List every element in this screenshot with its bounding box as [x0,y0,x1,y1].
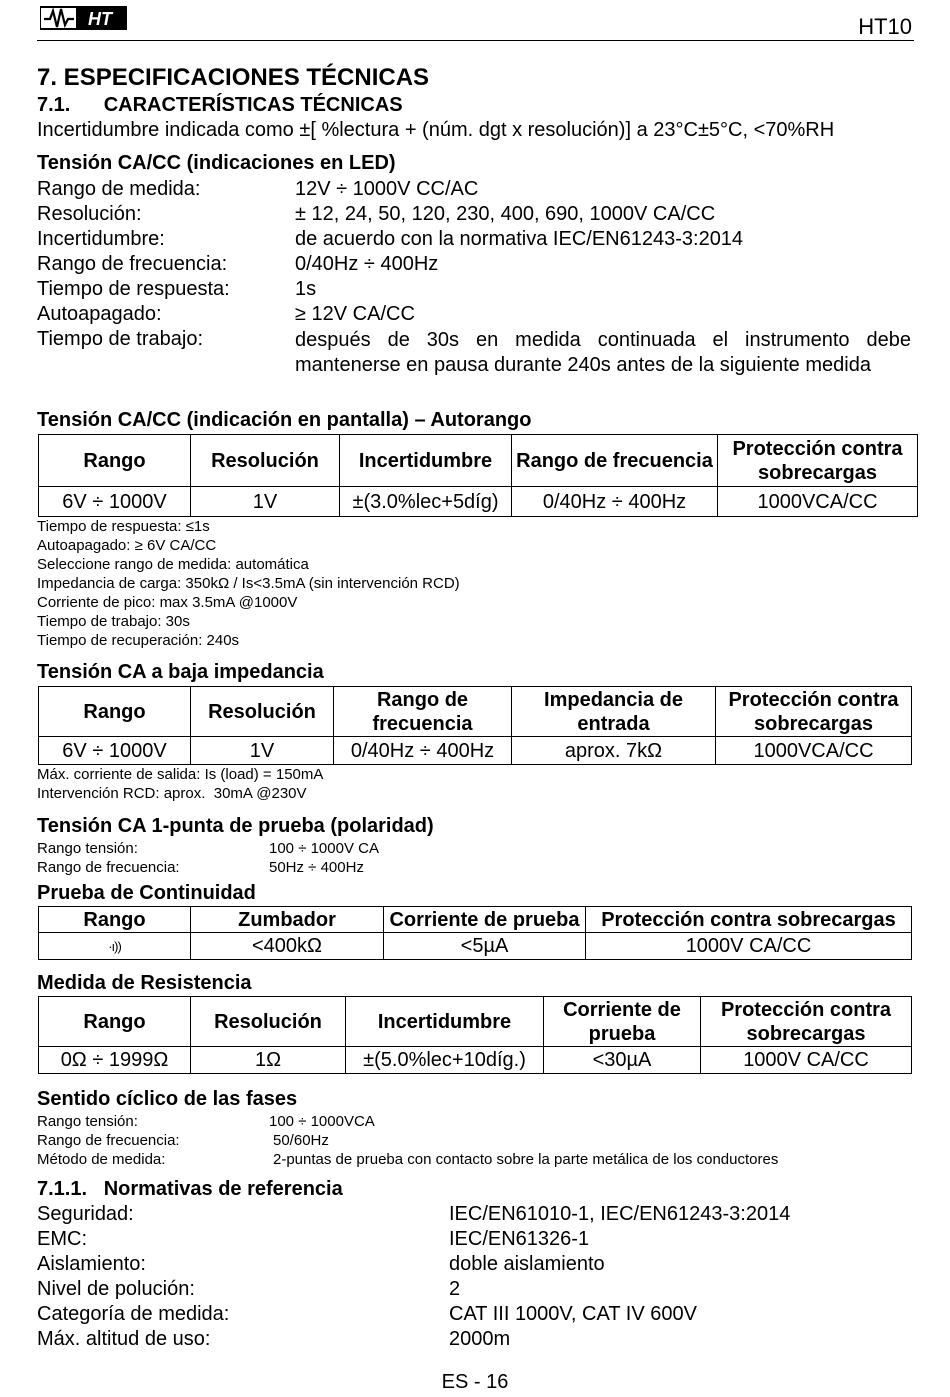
led-label: Rango de medida: [37,178,201,200]
col-header: Corriente de prueba [544,997,701,1047]
col-header: Zumbador [191,907,384,933]
brand-logo [40,5,128,31]
col-header: Rango [39,687,191,737]
col-header: Protección contra sobrecargas [701,997,912,1047]
standard-value: 2 [449,1278,461,1300]
phase-label: Rango tensión: [37,1113,138,1130]
table-cell: ±(3.0%lec+5díg) [340,487,512,517]
led-label: Tiempo de trabajo: [37,328,204,350]
col-header: Incertidumbre [340,435,512,487]
col-header: Protección contra sobrecargas [586,907,912,933]
single-probe-label: Rango tensión: [37,840,138,857]
standard-value: IEC/EN61326-1 [449,1228,590,1250]
col-header: Protección contra sobrecargas [716,687,912,737]
standard-value: doble aislamiento [449,1253,605,1275]
display-note: Seleccione rango de medida: automática [37,556,309,573]
model-name: HT10 [858,14,912,39]
low-impedance-note: Intervención RCD: aprox. 30mA @230V [37,785,307,802]
led-value: 1s [295,278,317,300]
low-impedance-title: Tensión CA a baja impedancia [37,661,324,683]
standard-value: IEC/EN61010-1, IEC/EN61243-3:2014 [449,1203,791,1225]
led-label: Autoapagado: [37,303,162,325]
col-header: Rango [39,435,191,487]
standard-label: Categoría de medida: [37,1303,230,1325]
page-number: ES - 16 [441,1371,509,1393]
table-cell: 1000VCA/CC [718,487,918,517]
table-row [39,933,912,960]
display-voltage-table [38,434,918,517]
resistance-table [38,996,912,1074]
table-row [39,1047,912,1074]
continuity-title: Prueba de Continuidad [37,882,256,904]
brand-text: HT [88,9,112,29]
col-header: Resolución [191,687,334,737]
display-note: Impedancia de carga: 350kΩ / Is<3.5mA (sin intervención RCD) [37,575,460,592]
col-header: Rango de frecuencia [334,687,512,737]
table-row [39,737,912,765]
section-subtitle: 7.1. CARACTERÍSTICAS TÉCNICAS [37,94,403,116]
continuity-table [38,906,912,960]
table-cell: 1Ω [191,1047,346,1074]
table-cell: 1000V CA/CC [586,933,912,960]
led-value: 0/40Hz ÷ 400Hz [295,253,439,275]
table-cell: 0/40Hz ÷ 400Hz [512,487,718,517]
col-header: Impedancia de entrada [512,687,716,737]
standard-label: Aislamiento: [37,1253,146,1275]
table-row [39,487,918,517]
standard-value: 2000m [449,1328,511,1350]
led-label: Incertidumbre: [37,228,165,250]
table-cell: 1000V CA/CC [701,1047,912,1074]
standard-label: Nivel de polución: [37,1278,195,1300]
table-cell: 1000VCA/CC [716,737,912,765]
standard-label: Seguridad: [37,1203,134,1225]
col-header: Rango [39,907,191,933]
table-header-row [39,687,912,737]
col-header: Resolución [191,997,346,1047]
phase-value: 50/60Hz [273,1132,329,1149]
led-value: 12V ÷ 1000V CC/AC [295,178,479,200]
table-header-row [39,997,912,1047]
led-label: Resolución: [37,203,142,225]
low-impedance-table [38,686,912,765]
phase-value: 100 ÷ 1000VCA [269,1113,375,1130]
phase-label: Rango de frecuencia: [37,1132,180,1149]
ht-logo-icon [40,5,128,31]
section-title: 7. ESPECIFICACIONES TÉCNICAS [37,64,430,91]
table-cell: <5µA [384,933,586,960]
led-label: Tiempo de respuesta: [37,278,230,300]
standard-value: CAT III 1000V, CAT IV 600V [449,1303,697,1325]
led-voltage-title: Tensión CA/CC (indicaciones en LED) [37,152,396,174]
resistance-title: Medida de Resistencia [37,972,252,994]
col-header: Rango [39,997,191,1047]
led-label: Rango de frecuencia: [37,253,228,275]
led-value: ≥ 12V CA/CC [295,303,415,325]
table-cell: 1V [191,487,340,517]
table-cell: ±(5.0%lec+10díg.) [346,1047,544,1074]
table-header-row [39,435,918,487]
display-note: Autoapagado: ≥ 6V CA/CC [37,537,217,554]
display-note: Corriente de pico: max 3.5mA @1000V [37,594,298,611]
table-cell: 0/40Hz ÷ 400Hz [334,737,512,765]
table-cell: 6V ÷ 1000V [39,487,191,517]
buzzer-icon [39,933,191,960]
single-probe-label: Rango de frecuencia: [37,859,180,876]
col-header: Rango de frecuencia [512,435,718,487]
table-cell: 0Ω ÷ 1999Ω [39,1047,191,1074]
low-impedance-note: Máx. corriente de salida: Is (load) = 150mA [37,766,324,783]
table-cell: aprox. 7kΩ [512,737,716,765]
header-divider [37,40,914,41]
table-header-row [39,907,912,933]
led-work-time-value: después de 30s en medida continuada el instrumento debe mantenerse en pausa durante 240s antes de la siguiente medida [295,329,911,376]
col-header: Incertidumbre [346,997,544,1047]
table-cell: 1V [191,737,334,765]
single-probe-value: 100 ÷ 1000V CA [269,840,379,857]
col-header: Protección contra sobrecargas [718,435,918,487]
col-header: Resolución [191,435,340,487]
display-voltage-title: Tensión CA/CC (indicación en pantalla) – Autorango [37,409,532,431]
phase-label: Método de medida: [37,1151,166,1168]
phase-rotation-title: Sentido cíclico de las fases [37,1088,298,1110]
led-value: de acuerdo con la normativa IEC/EN61243-3:2014 [295,228,744,250]
display-note: Tiempo de trabajo: 30s [37,613,190,630]
table-cell: <30µA [544,1047,701,1074]
col-header: Corriente de prueba [384,907,586,933]
single-probe-value: 50Hz ÷ 400Hz [269,859,364,876]
table-cell: <400kΩ [191,933,384,960]
standard-label: Máx. altitud de uso: [37,1328,211,1350]
standards-title: 7.1.1. Normativas de referencia [37,1178,343,1200]
accuracy-note: Incertidumbre indicada como ±[ %lectura + (núm. dgt x resolución)] a 23°C±5°C, <70%RH [37,119,835,141]
single-probe-title: Tensión CA 1-punta de prueba (polaridad) [37,815,434,837]
led-value: ± 12, 24, 50, 120, 230, 400, 690, 1000V CA/CC [295,203,716,225]
standard-label: EMC: [37,1228,87,1250]
phase-value: 2-puntas de prueba con contacto sobre la parte metálica de los conductores [273,1151,779,1168]
display-note: Tiempo de respuesta: ≤1s [37,518,210,535]
display-note: Tiempo de recuperación: 240s [37,632,240,649]
table-cell: 6V ÷ 1000V [39,737,191,765]
buzzer-symbol: ·ı)) [108,939,121,954]
